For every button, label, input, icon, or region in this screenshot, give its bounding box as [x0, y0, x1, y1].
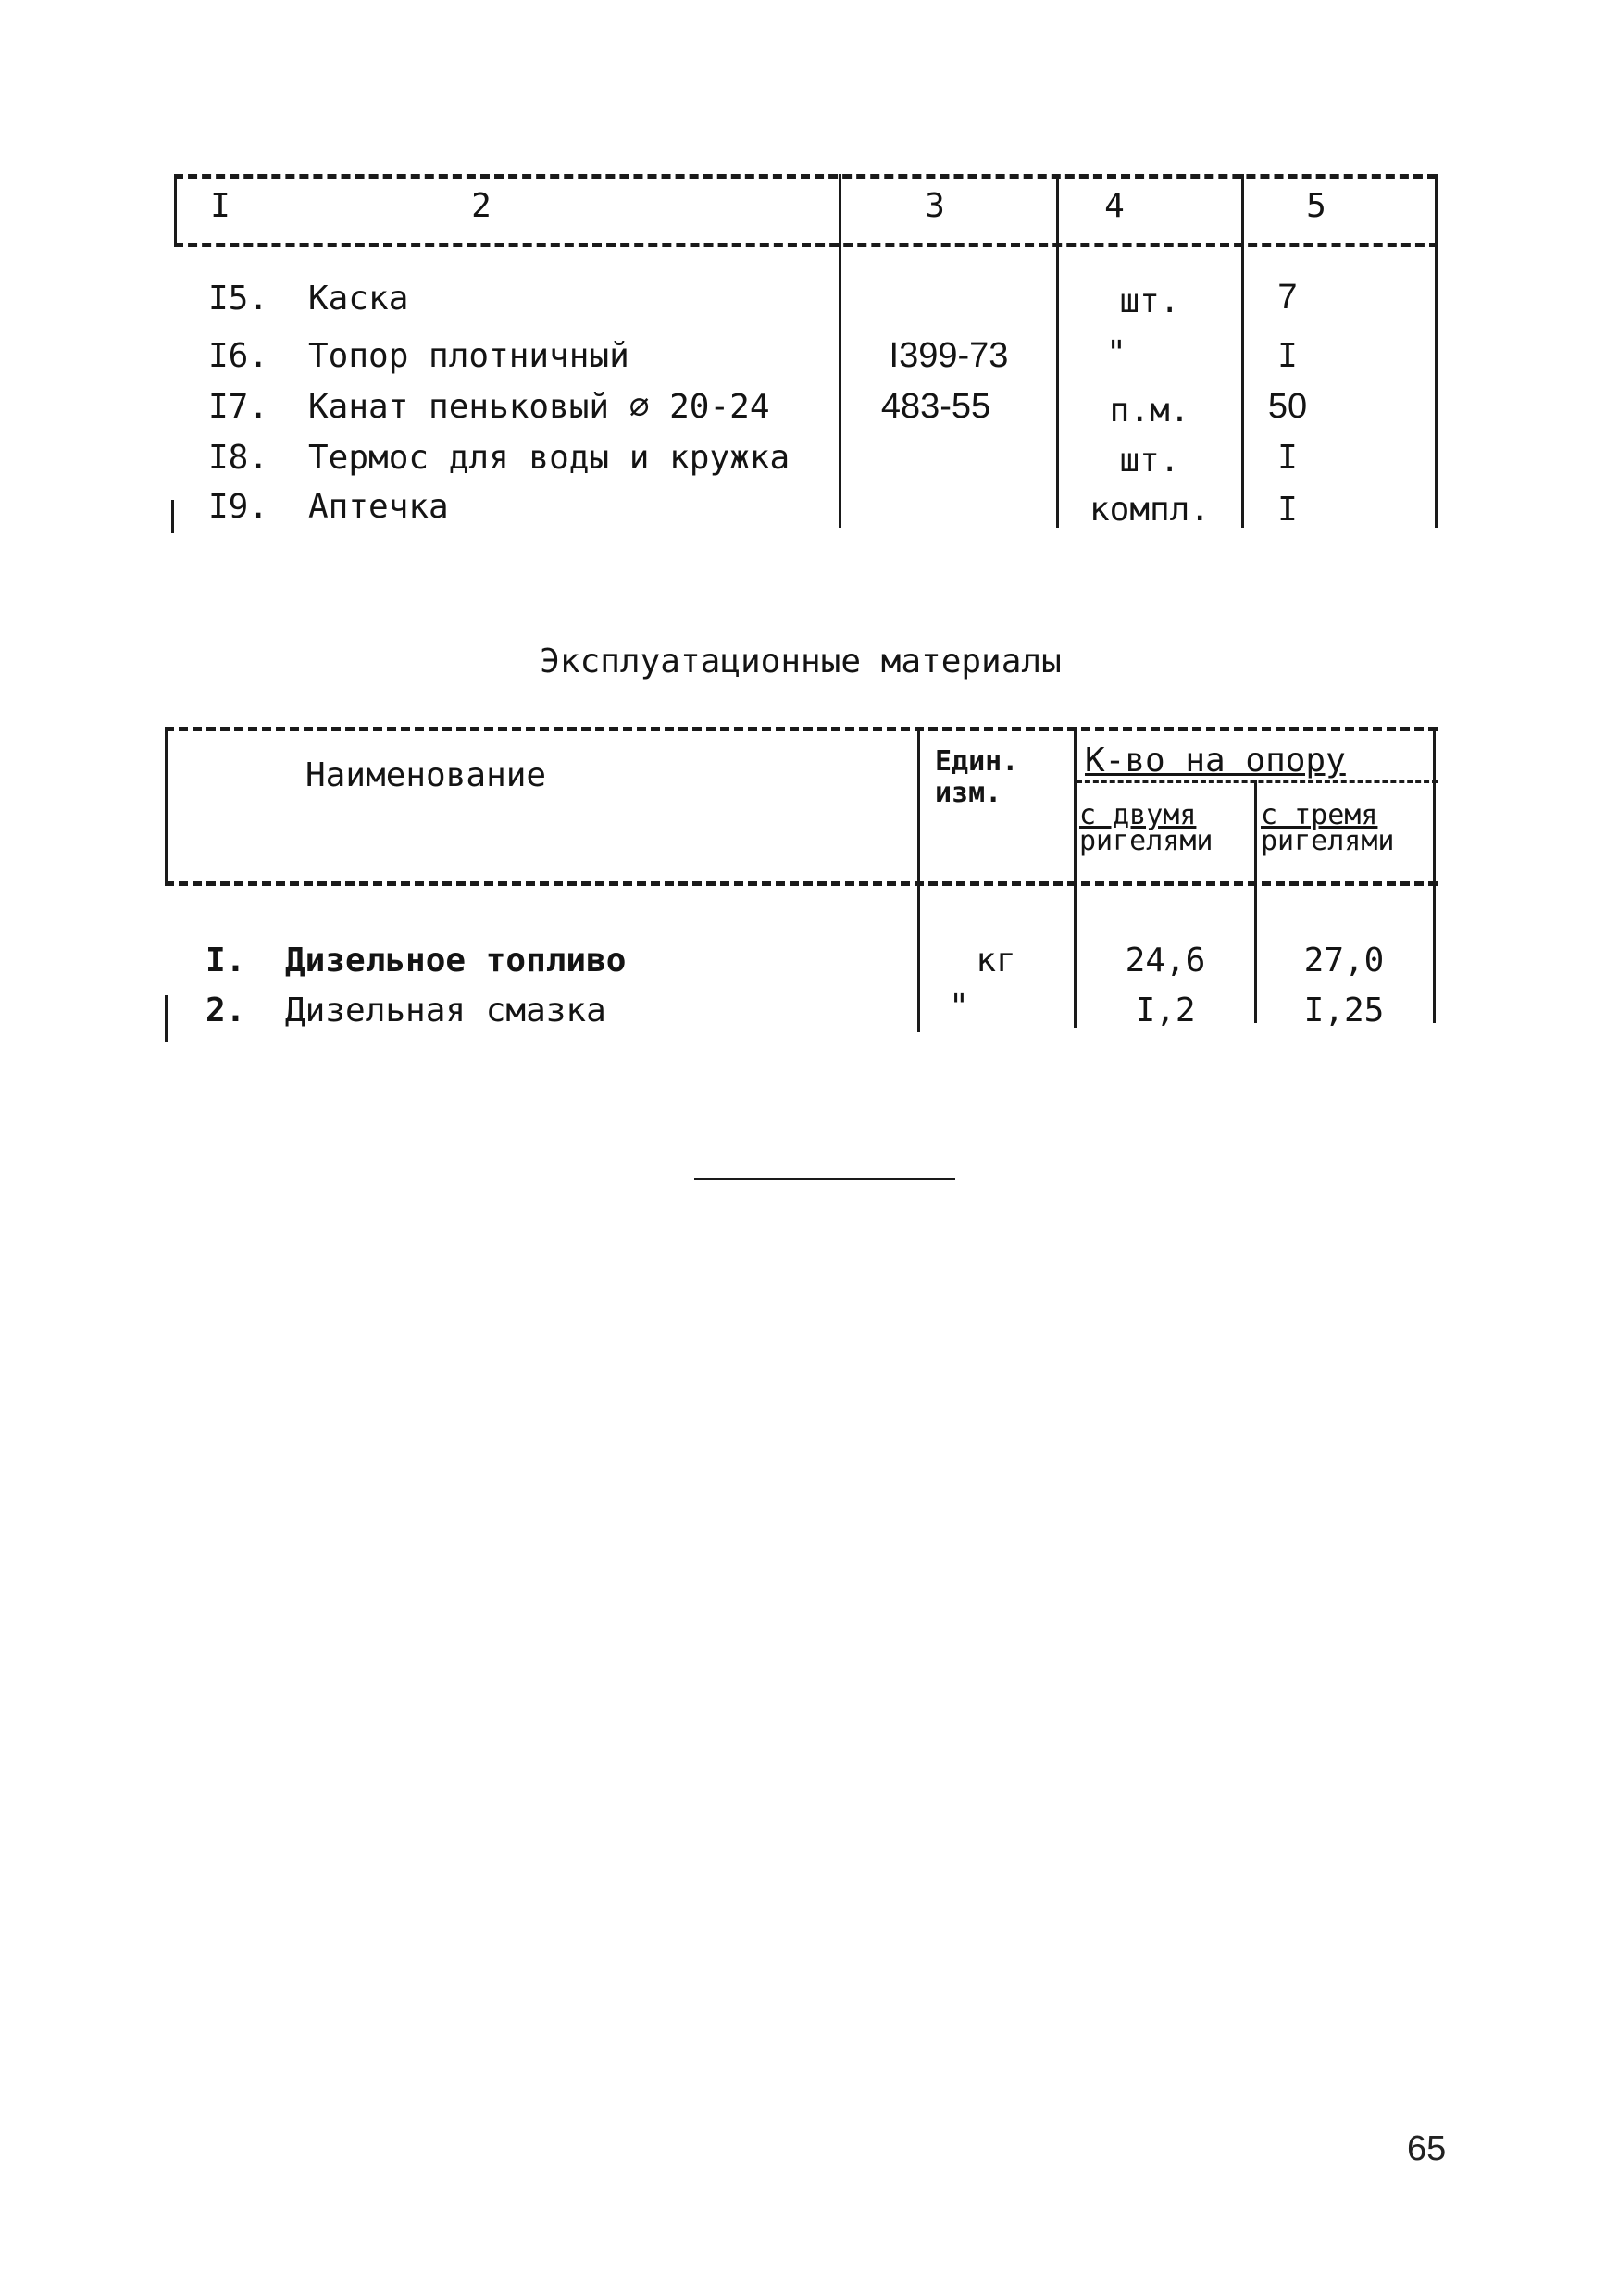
table2-header-unit-line1: Един. [935, 745, 1019, 778]
section-title: Эксплуатационные материалы [540, 643, 1062, 680]
table2-col-divider-three [1254, 780, 1257, 1023]
table2-row-number: 2. [205, 992, 246, 1029]
table1-row-number: I7. [208, 388, 269, 426]
table1-row-qty: 50 [1267, 387, 1308, 426]
table2-row-number: I. [205, 942, 246, 980]
table1-row-qty: I [1277, 491, 1298, 529]
table2-col-divider-qty [1074, 727, 1077, 1028]
table2-header-two-line1: с двумя [1079, 799, 1197, 831]
table1-row-number: I5. [208, 280, 269, 318]
table1-row-qty: 7 [1277, 278, 1298, 317]
table2-row-three: 27,0 [1303, 942, 1385, 980]
table1-header-col5: 5 [1306, 187, 1326, 225]
table1-right-border [1435, 174, 1438, 528]
table2-group-rule [1077, 780, 1438, 783]
table1-col-divider-5 [1241, 174, 1244, 528]
table1-row-number: I6. [208, 337, 269, 375]
table1-row-name: Топор плотничный [308, 337, 629, 375]
table2-col-divider-unit [917, 727, 920, 1032]
table1-row-unit: шт. [1119, 442, 1180, 480]
table2-row-two: I,2 [1135, 992, 1196, 1029]
table1-header-col1: I [210, 187, 230, 225]
table2-header-name: Наименование [305, 756, 547, 794]
table1-left-border [174, 174, 177, 243]
table1-row-name: Канат пеньковый ∅ 20-24 [308, 388, 770, 426]
table2-header-unit-line2: изм. [935, 777, 1002, 809]
table2-right-border [1433, 727, 1436, 1023]
table1-header-col4: 4 [1104, 187, 1125, 225]
table2-top-rule [165, 727, 1438, 731]
end-rule [694, 1178, 955, 1180]
table1-row-number: I8. [208, 439, 269, 477]
table1-left-border-lower [171, 500, 174, 533]
table2-left-border [165, 727, 168, 882]
table1-row-gost: 483-55 [880, 387, 991, 426]
table2-row-name: Дизельная смазка [285, 992, 606, 1029]
table1-header-col3: 3 [925, 187, 945, 225]
table1-row-name: Термос для воды и кружка [308, 439, 790, 477]
table1-header-rule [174, 243, 1438, 247]
page-number: 65 [1407, 2129, 1447, 2168]
table1-row-name: Аптечка [308, 488, 449, 526]
table1-row-qty: I [1277, 337, 1298, 375]
table1-row-gost: I399-73 [889, 336, 1009, 375]
table2-header-three-line1: с тремя [1261, 799, 1378, 831]
table2-header-qty-group: К-во на опору [1085, 742, 1346, 780]
table2-row-name: Дизельное топливо [285, 942, 627, 980]
table2-left-border-lower [165, 995, 168, 1042]
table2-row-unit: " [949, 988, 969, 1026]
table1-row-name: Каска [308, 280, 409, 318]
table2-row-three: I,25 [1303, 992, 1385, 1029]
table1-row-number: I9. [208, 488, 269, 526]
table2-row-two: 24,6 [1125, 942, 1206, 980]
table2-header-three-line2: ригелями [1261, 825, 1395, 857]
table1-row-unit: шт. [1119, 282, 1180, 320]
table2-row-unit: кг [976, 942, 1016, 980]
table1-row-unit: компл. [1089, 491, 1211, 529]
table2-header-rule [165, 881, 1438, 886]
table2-header-two-line2: ригелями [1079, 825, 1214, 857]
table1-col-divider-4 [1056, 174, 1059, 528]
table1-row-qty: I [1277, 439, 1298, 477]
table1-top-rule [174, 174, 1437, 179]
table1-row-unit: " [1106, 334, 1126, 372]
table1-row-unit: п.м. [1109, 392, 1190, 430]
table1-col-divider-3 [839, 174, 841, 528]
table1-header-col2: 2 [471, 187, 492, 225]
